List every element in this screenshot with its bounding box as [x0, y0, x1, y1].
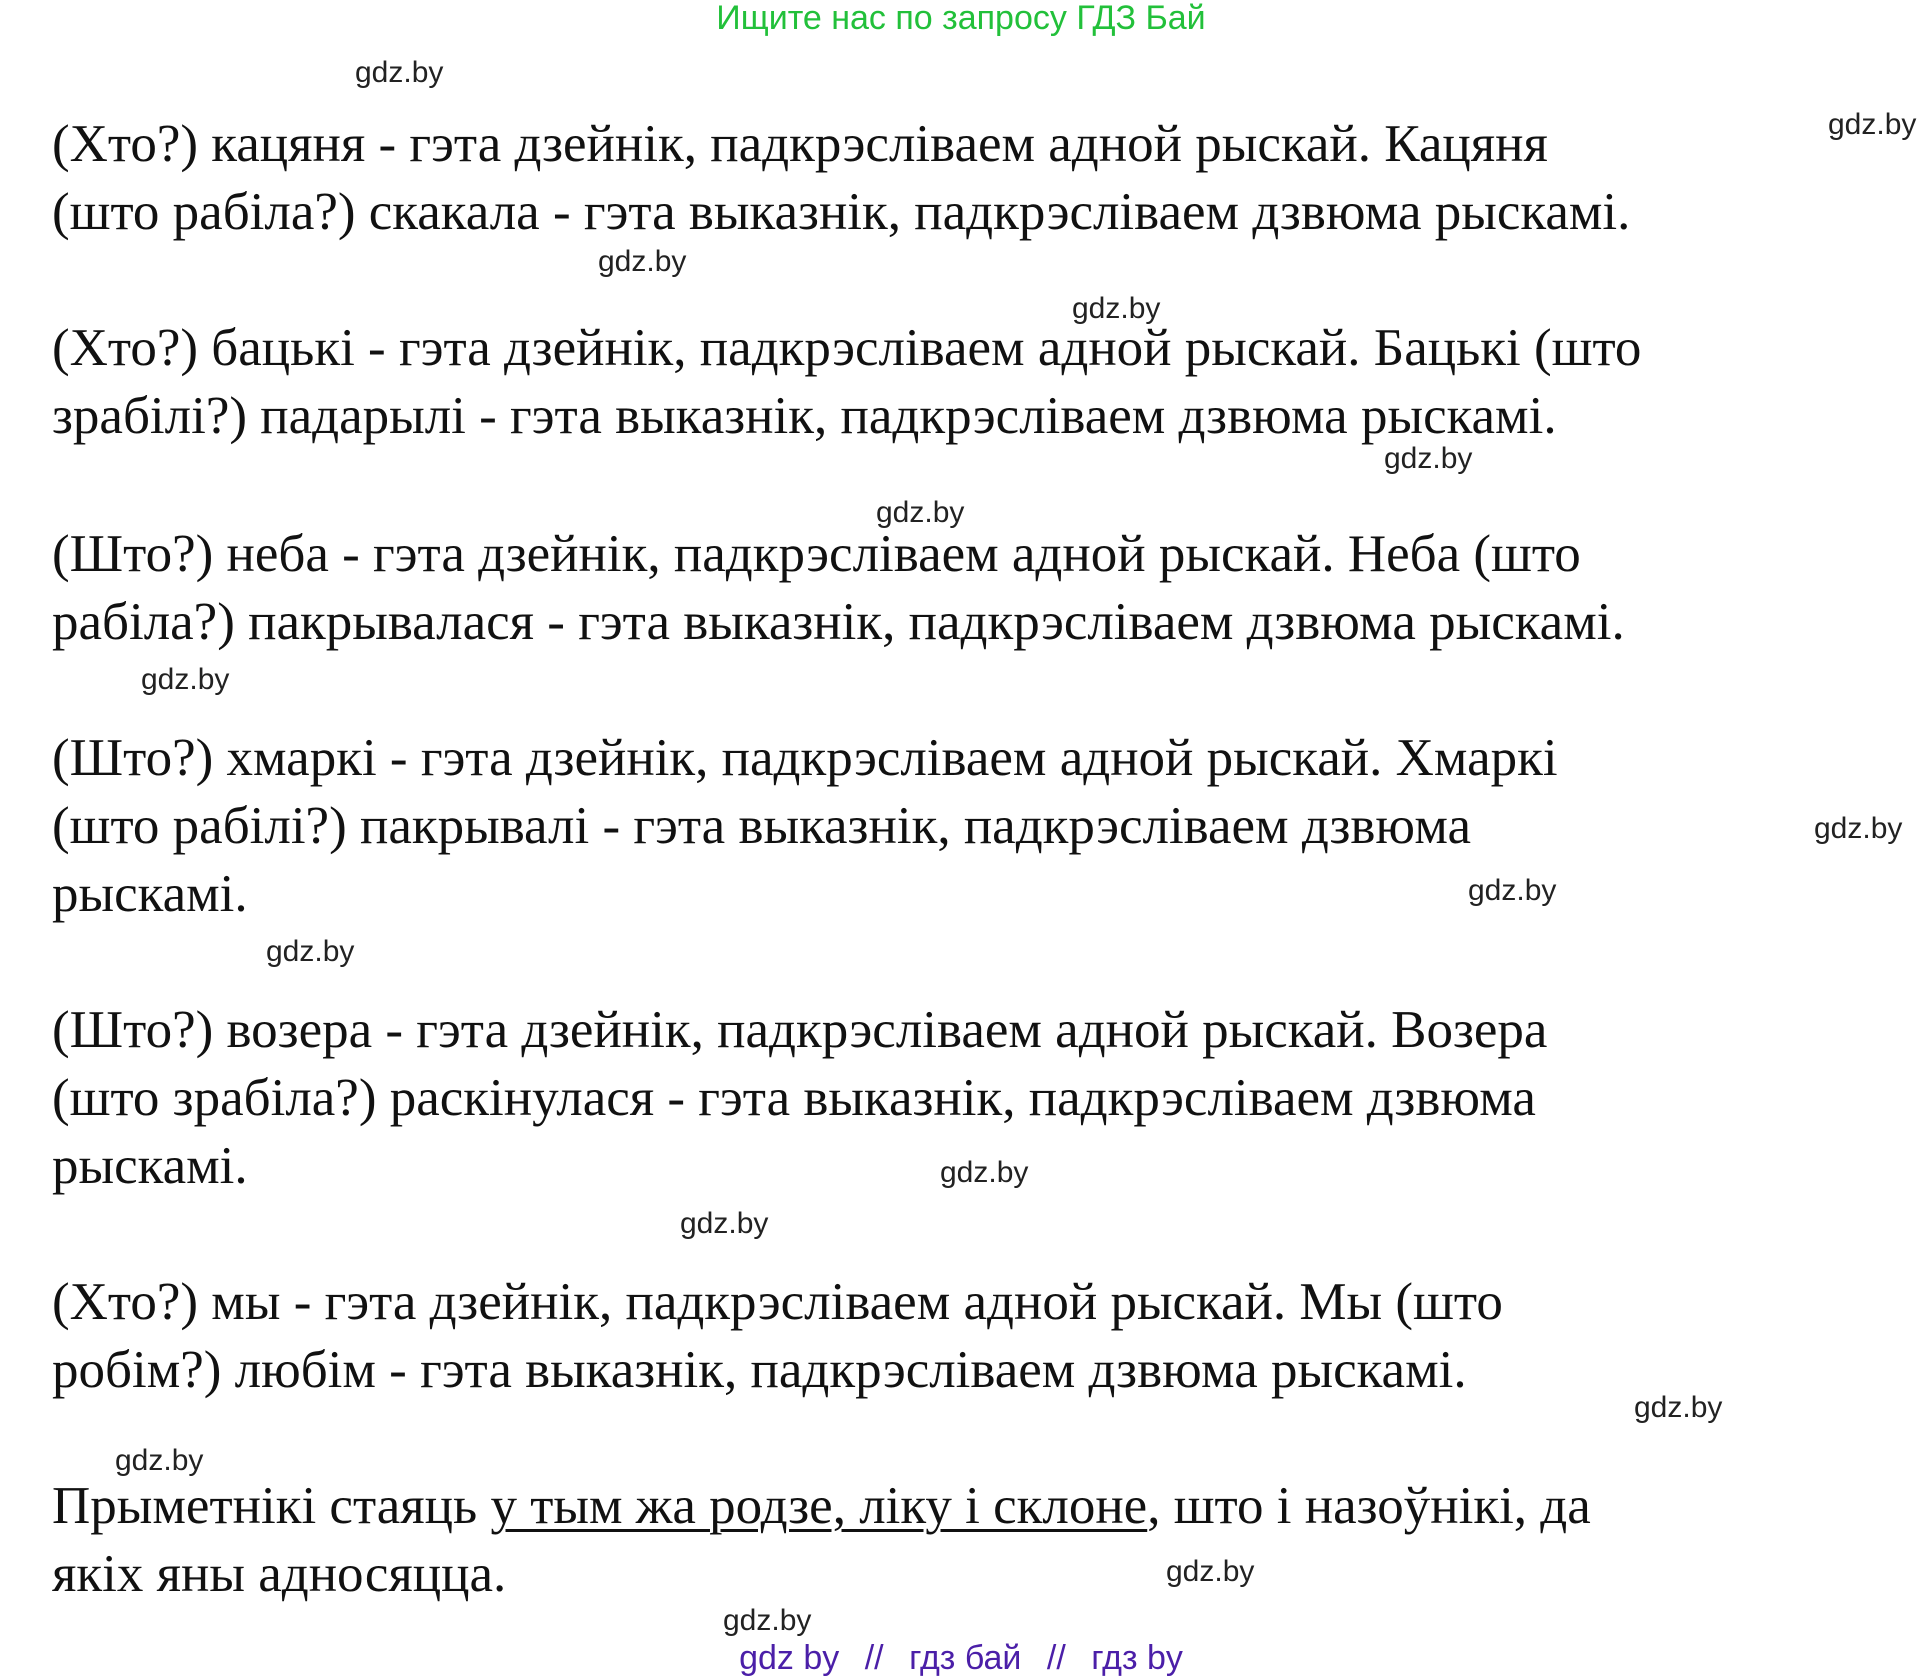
watermark: gdz.by	[598, 245, 687, 278]
footer-link-gdz-by[interactable]: gdz by	[739, 1639, 840, 1677]
watermark: gdz.by	[355, 56, 444, 89]
watermark: gdz.by	[1828, 108, 1917, 141]
conclusion-text-before: Прыметнікі стаяць	[52, 1477, 491, 1535]
watermark: gdz.by	[723, 1604, 812, 1637]
conclusion-line-1	[52, 1472, 1852, 1540]
conclusion-text-after: , што і назоўнікі, да	[1147, 1477, 1591, 1535]
paragraph-3	[52, 520, 1852, 656]
watermark: gdz.by	[1814, 812, 1903, 845]
watermark: gdz.by	[1072, 292, 1161, 325]
paragraph-4	[52, 724, 1852, 928]
paragraph-line: (Што?) неба - гэта дзейнік, падкрэсліваем адной рыскай. Неба (што	[52, 525, 1581, 583]
footer-links	[0, 1638, 1922, 1678]
paragraph-line: (Хто?) кацяня - гэта дзейнік, падкрэсліваем адной рыскай. Кацяня	[52, 115, 1548, 173]
paragraph-line: (Хто?) мы - гэта дзейнік, падкрэсліваем адной рыскай. Мы (што	[52, 1273, 1503, 1331]
watermark: gdz.by	[266, 935, 355, 968]
paragraph-line: (што рабіла?) скакала - гэта выказнік, падкрэсліваем дзвюма рыскамі.	[52, 183, 1631, 241]
footer-separator: //	[1046, 1639, 1066, 1677]
underlined-rule: у тым жа родзе, ліку і склоне	[490, 1477, 1148, 1535]
paragraph-line: рыскамі.	[52, 865, 248, 923]
footer-separator: //	[864, 1639, 884, 1677]
paragraph-2	[52, 314, 1852, 450]
watermark: gdz.by	[1468, 874, 1557, 907]
conclusion-line-2: якіх яны адносяцца.	[52, 1545, 507, 1603]
watermark: gdz.by	[1634, 1391, 1723, 1424]
watermark: gdz.by	[680, 1207, 769, 1240]
footer-link-gdz-bai[interactable]: гдз бай	[909, 1639, 1022, 1677]
watermark: gdz.by	[1384, 442, 1473, 475]
top-banner: Ищите нас по запросу ГДЗ Бай	[716, 0, 1206, 37]
watermark: gdz.by	[141, 663, 230, 696]
watermark: gdz.by	[876, 496, 965, 529]
paragraph-5	[52, 996, 1852, 1200]
paragraph-line: рабіла?) пакрывалася - гэта выказнік, падкрэсліваем дзвюма рыскамі.	[52, 593, 1625, 651]
watermark: gdz.by	[115, 1444, 204, 1477]
paragraph-line: (Што?) хмаркі - гэта дзейнік, падкрэсліваем адной рыскай. Хмаркі	[52, 729, 1558, 787]
paragraph-line: (Хто?) бацькі - гэта дзейнік, падкрэсліваем адной рыскай. Бацькі (што	[52, 319, 1642, 377]
watermark: gdz.by	[940, 1156, 1029, 1189]
paragraph-line: зрабілі?) падарылі - гэта выказнік, падкрэсліваем дзвюма рыскамі.	[52, 387, 1557, 445]
paragraph-line: рыскамі.	[52, 1137, 248, 1195]
paragraph-1	[52, 110, 1852, 246]
conclusion-paragraph	[52, 1472, 1852, 1608]
paragraph-line: (Што?) возера - гэта дзейнік, падкрэсліваем адной рыскай. Возера	[52, 1001, 1548, 1059]
paragraph-line: (што зрабіла?) раскінулася - гэта выказнік, падкрэсліваем дзвюма	[52, 1069, 1536, 1127]
footer-link-gdz-by-2[interactable]: гдз by	[1091, 1639, 1183, 1677]
paragraph-line: (што рабілі?) пакрывалі - гэта выказнік, падкрэсліваем дзвюма	[52, 797, 1472, 855]
paragraph-line: робім?) любім - гэта выказнік, падкрэсліваем дзвюма рыскамі.	[52, 1341, 1467, 1399]
paragraph-6	[52, 1268, 1852, 1404]
watermark: gdz.by	[1166, 1555, 1255, 1588]
